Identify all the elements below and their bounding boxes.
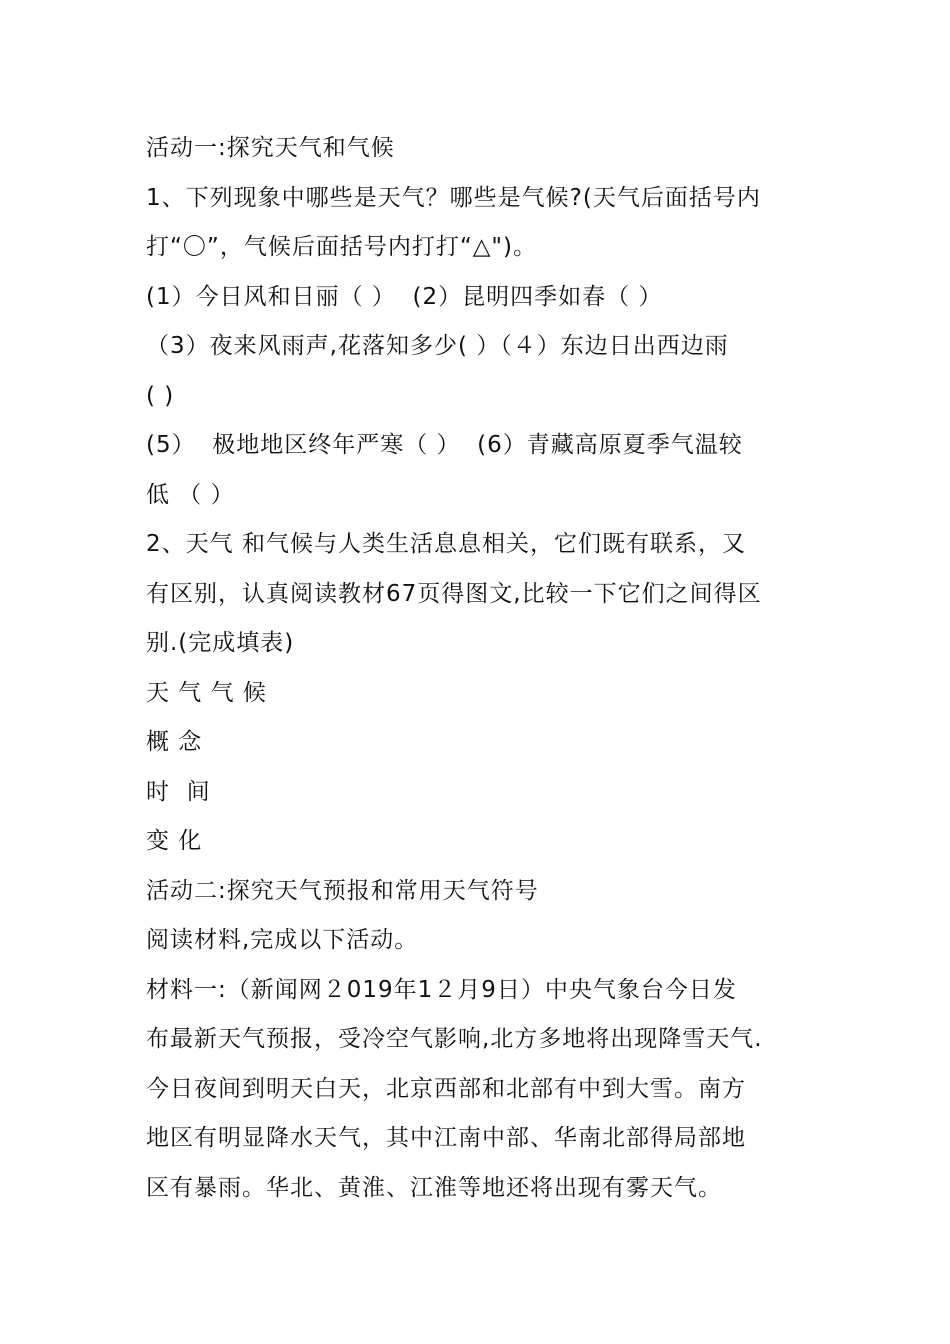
- table-row-change: 变 化: [146, 828, 203, 854]
- activity-two-heading: 活动二:探究天气预报和常用天气符号: [146, 877, 539, 904]
- material-one-line-5: 区有暴雨。华北、黄淮、江淮等地还将出现有雾天气。: [146, 1174, 722, 1201]
- items-1-2: (1）今日风和日丽（ ） (2）昆明四季如春（ ）: [146, 283, 663, 310]
- item-4-bracket: ( ): [146, 382, 175, 409]
- question-two-line-1: 2、天气 和气候与人类生活息息相关，它们既有联系，又: [146, 531, 746, 557]
- table-header: 天 气 气 候: [146, 679, 267, 706]
- question-two-line-3: 别.(完成填表): [146, 630, 295, 656]
- reading-instruction: 阅读材料,完成以下活动。: [146, 927, 419, 953]
- material-one-line-4: 地区有明显降水天气，其中江南中部、华南北部得局部地: [146, 1125, 746, 1151]
- items-5-6: (5） 极地地区终年严寒（ ） (6）青藏高原夏季气温较: [146, 432, 743, 458]
- table-row-concept: 概 念: [146, 729, 203, 755]
- material-one-line-1: 材料一:（新闻网２019年1２月9日）中央气象台今日发: [146, 976, 737, 1003]
- table-row-time: 时 间: [146, 778, 211, 805]
- material-one-line-2: 布最新天气预报，受冷空气影响,北方多地将出现降雪天气.: [146, 1026, 763, 1052]
- question-one-line-1: 1、下列现象中哪些是天气？哪些是气候?(天气后面括号内: [146, 184, 761, 211]
- question-one-line-2: 打“〇”，气候后面括号内打打“△")。: [146, 234, 537, 260]
- material-one-line-3: 今日夜间到明天白天，北京西部和北部有中到大雪。南方: [146, 1075, 746, 1102]
- items-3-4: （3）夜来风雨声,花落知多少( ）（４）东边日出西边雨: [146, 333, 729, 359]
- activity-one-heading: 活动一:探究天气和气候: [146, 135, 395, 161]
- item-6-end: 低 （ ）: [146, 481, 235, 508]
- question-two-line-2: 有区别，认真阅读教材67页得图文,比较一下它们之间得区: [146, 580, 762, 607]
- document-body: [146, 124, 826, 1213]
